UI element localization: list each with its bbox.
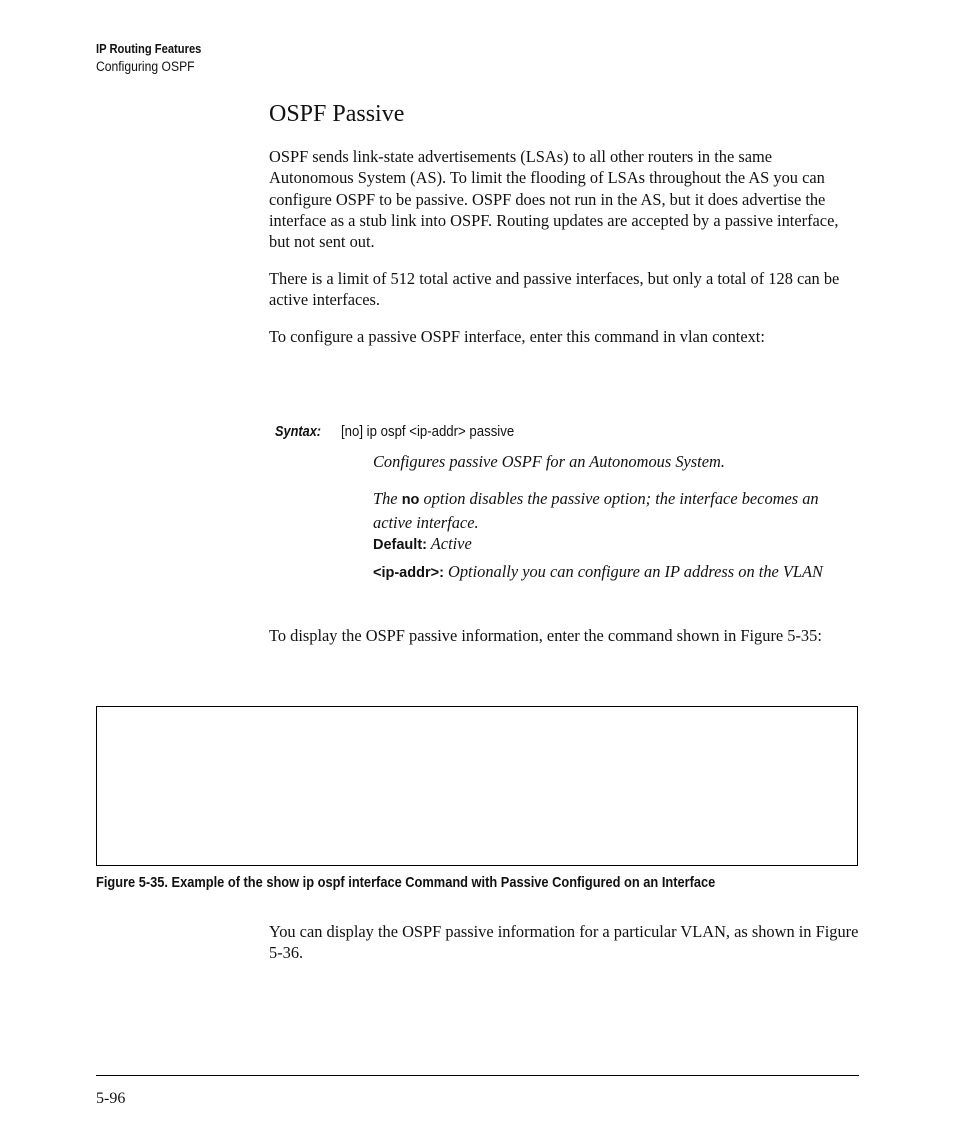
- section-title: OSPF Passive: [269, 101, 405, 127]
- no-option-text: option disables the passive option; the interface becomes an active interface.: [373, 489, 819, 532]
- syntax-command: [no] ip ospf <ip-addr> passive: [341, 423, 515, 440]
- configure-paragraph: To configure a passive OSPF interface, enter this command in vlan context:: [269, 327, 765, 346]
- no-option-prefix: The: [373, 489, 402, 508]
- ip-addr-label: <ip-addr>:: [373, 565, 444, 581]
- ip-addr-text: Optionally you can configure an IP address on the VLAN: [443, 562, 823, 581]
- intro-paragraph: OSPF sends link-state advertisements (LSAs) to all other routers in the same Autonomous System (AS). To limit the flooding of LSAs throughout the AS you can configure OSPF to be passive. OSPF does not run in the AS, but it does advertise the interface as a stub link into OSPF. Routing updates are accepted by a passive interface, but not sent out.: [269, 147, 839, 252]
- running-header-chapter: IP Routing Features: [96, 41, 202, 56]
- syntax-line: [275, 423, 538, 441]
- running-header-section: Configuring OSPF: [96, 59, 195, 74]
- default-label: Default:: [373, 537, 427, 553]
- figure-caption: Figure 5-35. Example of the show ip ospf interface Command with Passive Configured on an Interface: [96, 874, 716, 891]
- syntax-label: Syntax:: [275, 423, 322, 440]
- page-number: 5-96: [96, 1090, 126, 1107]
- display-intro-paragraph: To display the OSPF passive information, enter the command shown in Figure 5-35:: [269, 626, 822, 645]
- no-keyword: no: [401, 492, 420, 508]
- default-line: [373, 533, 859, 557]
- syntax-description: Configures passive OSPF for an Autonomous System.: [373, 452, 725, 471]
- no-option-description: [373, 488, 859, 533]
- footer-rule: [96, 1075, 859, 1076]
- limit-paragraph: There is a limit of 512 total active and passive interfaces, but only a total of 128 can be active interfaces.: [269, 269, 840, 310]
- default-value: Active: [426, 534, 472, 553]
- vlan-intro-paragraph: You can display the OSPF passive information for a particular VLAN, as shown in Figure 5-36.: [269, 922, 859, 963]
- ip-addr-description: [373, 561, 859, 585]
- figure-frame: [96, 706, 858, 866]
